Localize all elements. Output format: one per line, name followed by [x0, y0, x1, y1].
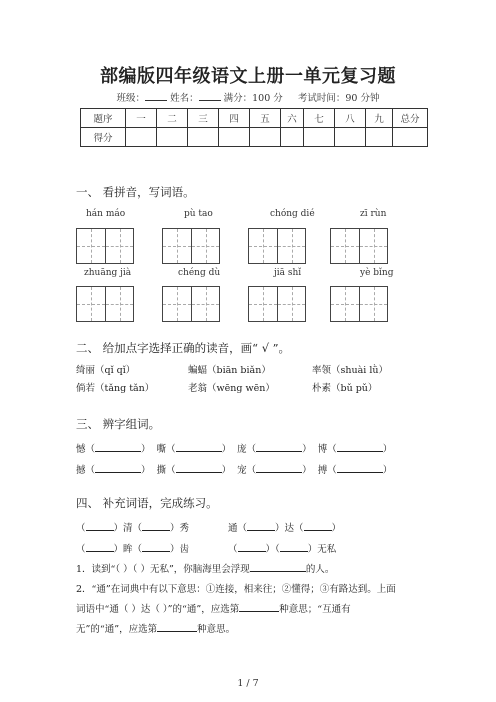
answer-blank[interactable]: [337, 441, 383, 452]
writing-grid[interactable]: [76, 286, 134, 322]
idiom-fill: （ ）眸（ ）齿: [76, 541, 189, 555]
section3-heading: 三、 辨字组词。: [76, 417, 161, 431]
word-group-row: 憾（ ） 嘶（ ） 庞（ ） 博（ ）: [76, 441, 416, 455]
score-input-cell[interactable]: [366, 128, 393, 147]
pinyin-label: hán máo: [86, 209, 126, 219]
score-input-cell[interactable]: [219, 128, 250, 147]
writing-grid[interactable]: [248, 228, 306, 264]
score-header-cell: 题序: [81, 109, 126, 128]
score-header-cell: 二: [157, 109, 188, 128]
reading-choice[interactable]: 倘若（tǎng tǎn）: [76, 383, 155, 394]
pinyin-label: zhuāng jià: [84, 268, 132, 278]
score-input-cell[interactable]: [281, 128, 304, 147]
idiom-fill: （ ）（ ）无私: [228, 541, 336, 555]
score-header-cell: 八: [335, 109, 366, 128]
answer-blank[interactable]: [250, 561, 306, 572]
answer-blank[interactable]: [176, 441, 222, 452]
reading-choice[interactable]: 率领（shuài lǜ）: [312, 365, 388, 376]
page-title: 部编版四年级语文上册一单元复习题: [100, 66, 396, 87]
answer-blank[interactable]: [280, 541, 308, 552]
score-table: [80, 108, 428, 147]
answer-blank[interactable]: [247, 520, 275, 531]
answer-blank[interactable]: [142, 541, 170, 552]
answer-blank[interactable]: [95, 441, 141, 452]
writing-grid[interactable]: [162, 286, 220, 322]
score-input-cell[interactable]: [335, 128, 366, 147]
answer-blank[interactable]: [95, 462, 141, 473]
score-input-cell[interactable]: [393, 128, 428, 147]
answer-blank[interactable]: [86, 541, 114, 552]
score-table-row: [81, 128, 428, 147]
section2-heading: 二、 给加点字选择正确的读音，画“ √ ”。: [76, 341, 291, 355]
score-header-cell: 六: [281, 109, 304, 128]
score-header-cell: 九: [366, 109, 393, 128]
class-label: 班级：: [116, 93, 146, 104]
class-blank[interactable]: [145, 91, 167, 101]
question-2-line1: 2．“通”在词典中有以下意思：①连接，相来往；②懂得；③有路达到。上面: [76, 584, 396, 595]
answer-blank[interactable]: [142, 520, 170, 531]
answer-blank[interactable]: [157, 621, 197, 632]
score-header-cell: 总分: [393, 109, 428, 128]
score-header-cell: 一: [126, 109, 157, 128]
section4-heading: 四、 补充词语，完成练习。: [76, 496, 218, 510]
reading-choice[interactable]: 朴素（bǔ pǔ）: [312, 383, 378, 394]
pinyin-label: chóng dié: [270, 209, 315, 219]
pinyin-label: pù tao: [184, 209, 213, 219]
score-input-cell[interactable]: [188, 128, 219, 147]
writing-grid[interactable]: [76, 228, 134, 264]
pinyin-label: jiā shǐ: [274, 268, 302, 278]
pinyin-label: zī rùn: [360, 209, 387, 219]
reading-choice[interactable]: 蝙蝠（biān biǎn）: [188, 365, 271, 376]
idiom-fill: （ ）清（ ）秀: [76, 520, 189, 534]
score-header-cell: 七: [304, 109, 335, 128]
name-blank[interactable]: [199, 91, 221, 101]
score-input-cell[interactable]: [304, 128, 335, 147]
score-header-cell: 四: [219, 109, 250, 128]
answer-blank[interactable]: [239, 601, 279, 612]
question-1: 1．读到“（ ）（ ）无私”，你脑海里会浮现 的人。: [76, 561, 436, 575]
score-row-label: 得分: [81, 128, 126, 147]
question-2-line3: 无”的“通”，应选第 种意思。: [76, 621, 436, 635]
page-number: 1 / 7: [237, 678, 259, 689]
pinyin-label: yè bǐng: [360, 268, 394, 278]
exam-meta: [0, 90, 496, 104]
score-header-cell: 五: [250, 109, 281, 128]
score-input-cell[interactable]: [126, 128, 157, 147]
idiom-fill: 通（ ）达（ ）: [228, 520, 341, 534]
pinyin-label: chéng dù: [178, 268, 221, 278]
answer-blank[interactable]: [304, 520, 332, 531]
score-input-cell[interactable]: [157, 128, 188, 147]
writing-grid[interactable]: [248, 286, 306, 322]
reading-choice[interactable]: 老翁（wēng wēn）: [188, 383, 275, 394]
answer-blank[interactable]: [256, 462, 302, 473]
writing-grid[interactable]: [330, 286, 388, 322]
exam-time: 考试时间：90 分钟: [297, 93, 380, 104]
score-header-cell: 三: [188, 109, 219, 128]
answer-blank[interactable]: [337, 462, 383, 473]
full-score: 满分：100 分: [223, 93, 283, 104]
answer-blank[interactable]: [256, 441, 302, 452]
answer-blank[interactable]: [238, 541, 266, 552]
answer-blank[interactable]: [176, 462, 222, 473]
word-group-row: 撼（ ） 撕（ ） 宠（ ） 搏（ ）: [76, 462, 416, 476]
section1-heading: 一、 看拼音，写词语。: [76, 185, 195, 199]
writing-grid[interactable]: [330, 228, 388, 264]
score-table-header: [81, 109, 428, 128]
question-2-line2: 词语中“通（ ）达（ ）”的“通”，应选第 种意思；“互通有: [76, 601, 436, 615]
answer-blank[interactable]: [86, 520, 114, 531]
name-label: 姓名：: [170, 93, 199, 104]
writing-grid[interactable]: [162, 228, 220, 264]
reading-choice[interactable]: 绮丽（qǐ qǐ）: [76, 365, 136, 376]
score-input-cell[interactable]: [250, 128, 281, 147]
